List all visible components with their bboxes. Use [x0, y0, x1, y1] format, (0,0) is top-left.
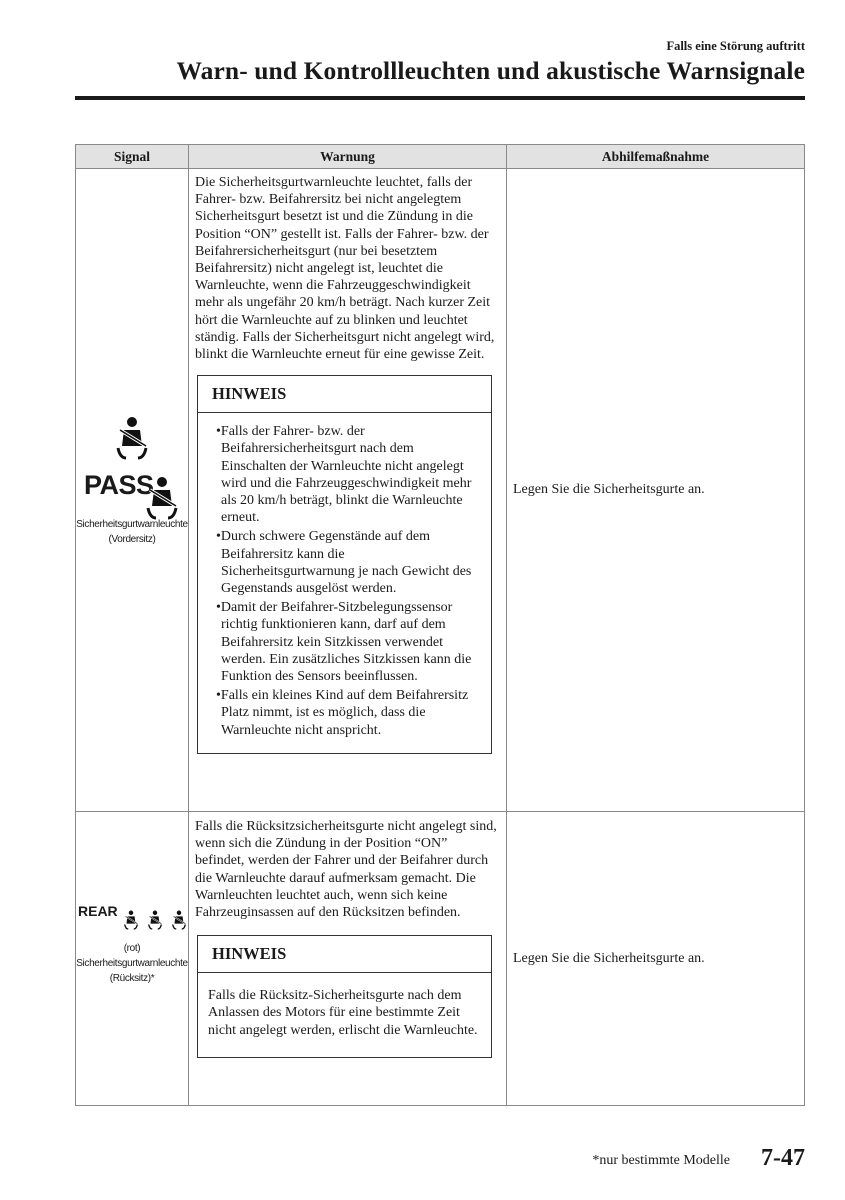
signal-caption	[76, 517, 188, 547]
warning-light-table	[75, 144, 805, 1106]
note-item: •Falls ein kleines Kind auf dem Beifahrersitz Platz nimmt, ist es möglich, dass die Warnleuchte nicht anspricht.	[216, 688, 469, 738]
page-title: Warn- und Kontrollleuchten und akustische Warnsignale	[176, 56, 805, 85]
table-row	[76, 812, 805, 1106]
signal-caption	[76, 941, 188, 986]
column-header-warning: Warnung	[189, 145, 507, 169]
note-box	[197, 935, 492, 1058]
note-heading: HINWEIS	[198, 376, 491, 413]
rear-seatbelt-icon	[146, 909, 164, 931]
column-header-signal: Signal	[76, 145, 189, 169]
signal-cell	[76, 812, 189, 1106]
signal-caption-line: (rot)	[123, 943, 141, 954]
table-header-row	[76, 145, 805, 169]
warning-text: Falls die Rücksitzsicherheitsgurte nicht angelegt sind, wenn sich die Zündung in der Position “ON” befindet, werden der Fahrer und der Beifahrer durch die Warnleuchte darauf aufmerksam gemacht. Die Warnleuchten leuchtet auch, wenn sich keine Fahrzeuginsassen auf den Rücksitzen befinden.	[195, 819, 497, 921]
signal-cell	[76, 169, 189, 812]
table-row	[76, 169, 805, 812]
note-box	[197, 375, 492, 754]
column-header-remedy: Abhilfemaßnahme	[507, 145, 805, 169]
section-label: Falls eine Störung auftritt	[666, 39, 805, 53]
signal-caption-line: Sicherheitsgurtwarnleuchte	[76, 958, 188, 969]
signal-caption-line: (Rücksitz)*	[109, 973, 155, 984]
rear-indicator-label: REAR	[78, 903, 118, 919]
note-item: •Falls der Fahrer- bzw. der Beifahrersicherheitsgurt nach dem Einschalten der Warnleuchte nicht angelegt wird und die Fahrzeuggeschwindigkeit mehr als 20 km/h beträgt, blinkt die Warnleuchte erneut.	[216, 424, 472, 526]
warning-text: Die Sicherheitsgurtwarnleuchte leuchtet, falls der Fahrer- bzw. Beifahrersitz bei nicht angelegtem Sicherheitsgurt besetzt ist und die Zündung in die Position “ON” gestellt ist. Falls der Fahrer- bzw. der Beifahrersicherheitsgurt (nur bei besetztem Beifahrersitz) nicht angelegt ist, leuchtet die Warnleuchte, wenn die Fahrzeuggeschwindigkeit mehr als ungefähr 20 km/h beträgt. Nach kurzer Zeit hört die Warnleuchte auf zu blinken und leuchtet ständig. Falls der Sicherheitsgurt nicht angelegt wird, blinkt die Warnleuchte erneut für eine gewisse Zeit.	[195, 175, 495, 363]
passenger-seatbelt-icon	[142, 476, 182, 520]
warning-cell	[189, 169, 507, 812]
seatbelt-icon	[112, 416, 152, 460]
note-item: •Damit der Beifahrer-Sitzbelegungssensor richtig funktionieren kann, darf auf dem Beifahrersitz kein Sitzkissen verwendet werden. Ein zusätzliches Sitzkissen kann die Funktion des Sensors beeinflussen.	[216, 600, 472, 685]
title-divider	[75, 96, 805, 100]
footnote: *nur bestimmte Modelle	[592, 1153, 730, 1168]
signal-caption-line: Sicherheitsgurtwarnleuchte	[76, 518, 188, 530]
remedy-cell: Legen Sie die Sicherheitsgurte an.	[507, 169, 805, 812]
note-body: Falls die Rücksitz-Sicherheitsgurte nach dem Anlassen des Motors für eine bestimmte Zeit nicht angelegt werden, erlischt die Warnleuchte.	[208, 988, 478, 1038]
note-item: •Durch schwere Gegenstände auf dem Beifahrersitz kann die Sicherheitsgurtwarnung je nach Gewicht des Gegenstands ausgelöst werden.	[216, 529, 472, 597]
signal-caption-line: (Vordersitz)	[108, 533, 156, 545]
page-number: 7-47	[761, 1145, 805, 1171]
pass-indicator-label: PASS	[84, 469, 154, 500]
note-body	[198, 413, 491, 753]
remedy-cell: Legen Sie die Sicherheitsgurte an.	[507, 812, 805, 1106]
rear-seatbelt-icon	[122, 909, 140, 931]
note-heading: HINWEIS	[198, 936, 491, 973]
warning-cell	[189, 812, 507, 1106]
rear-seatbelt-icon	[170, 909, 188, 931]
